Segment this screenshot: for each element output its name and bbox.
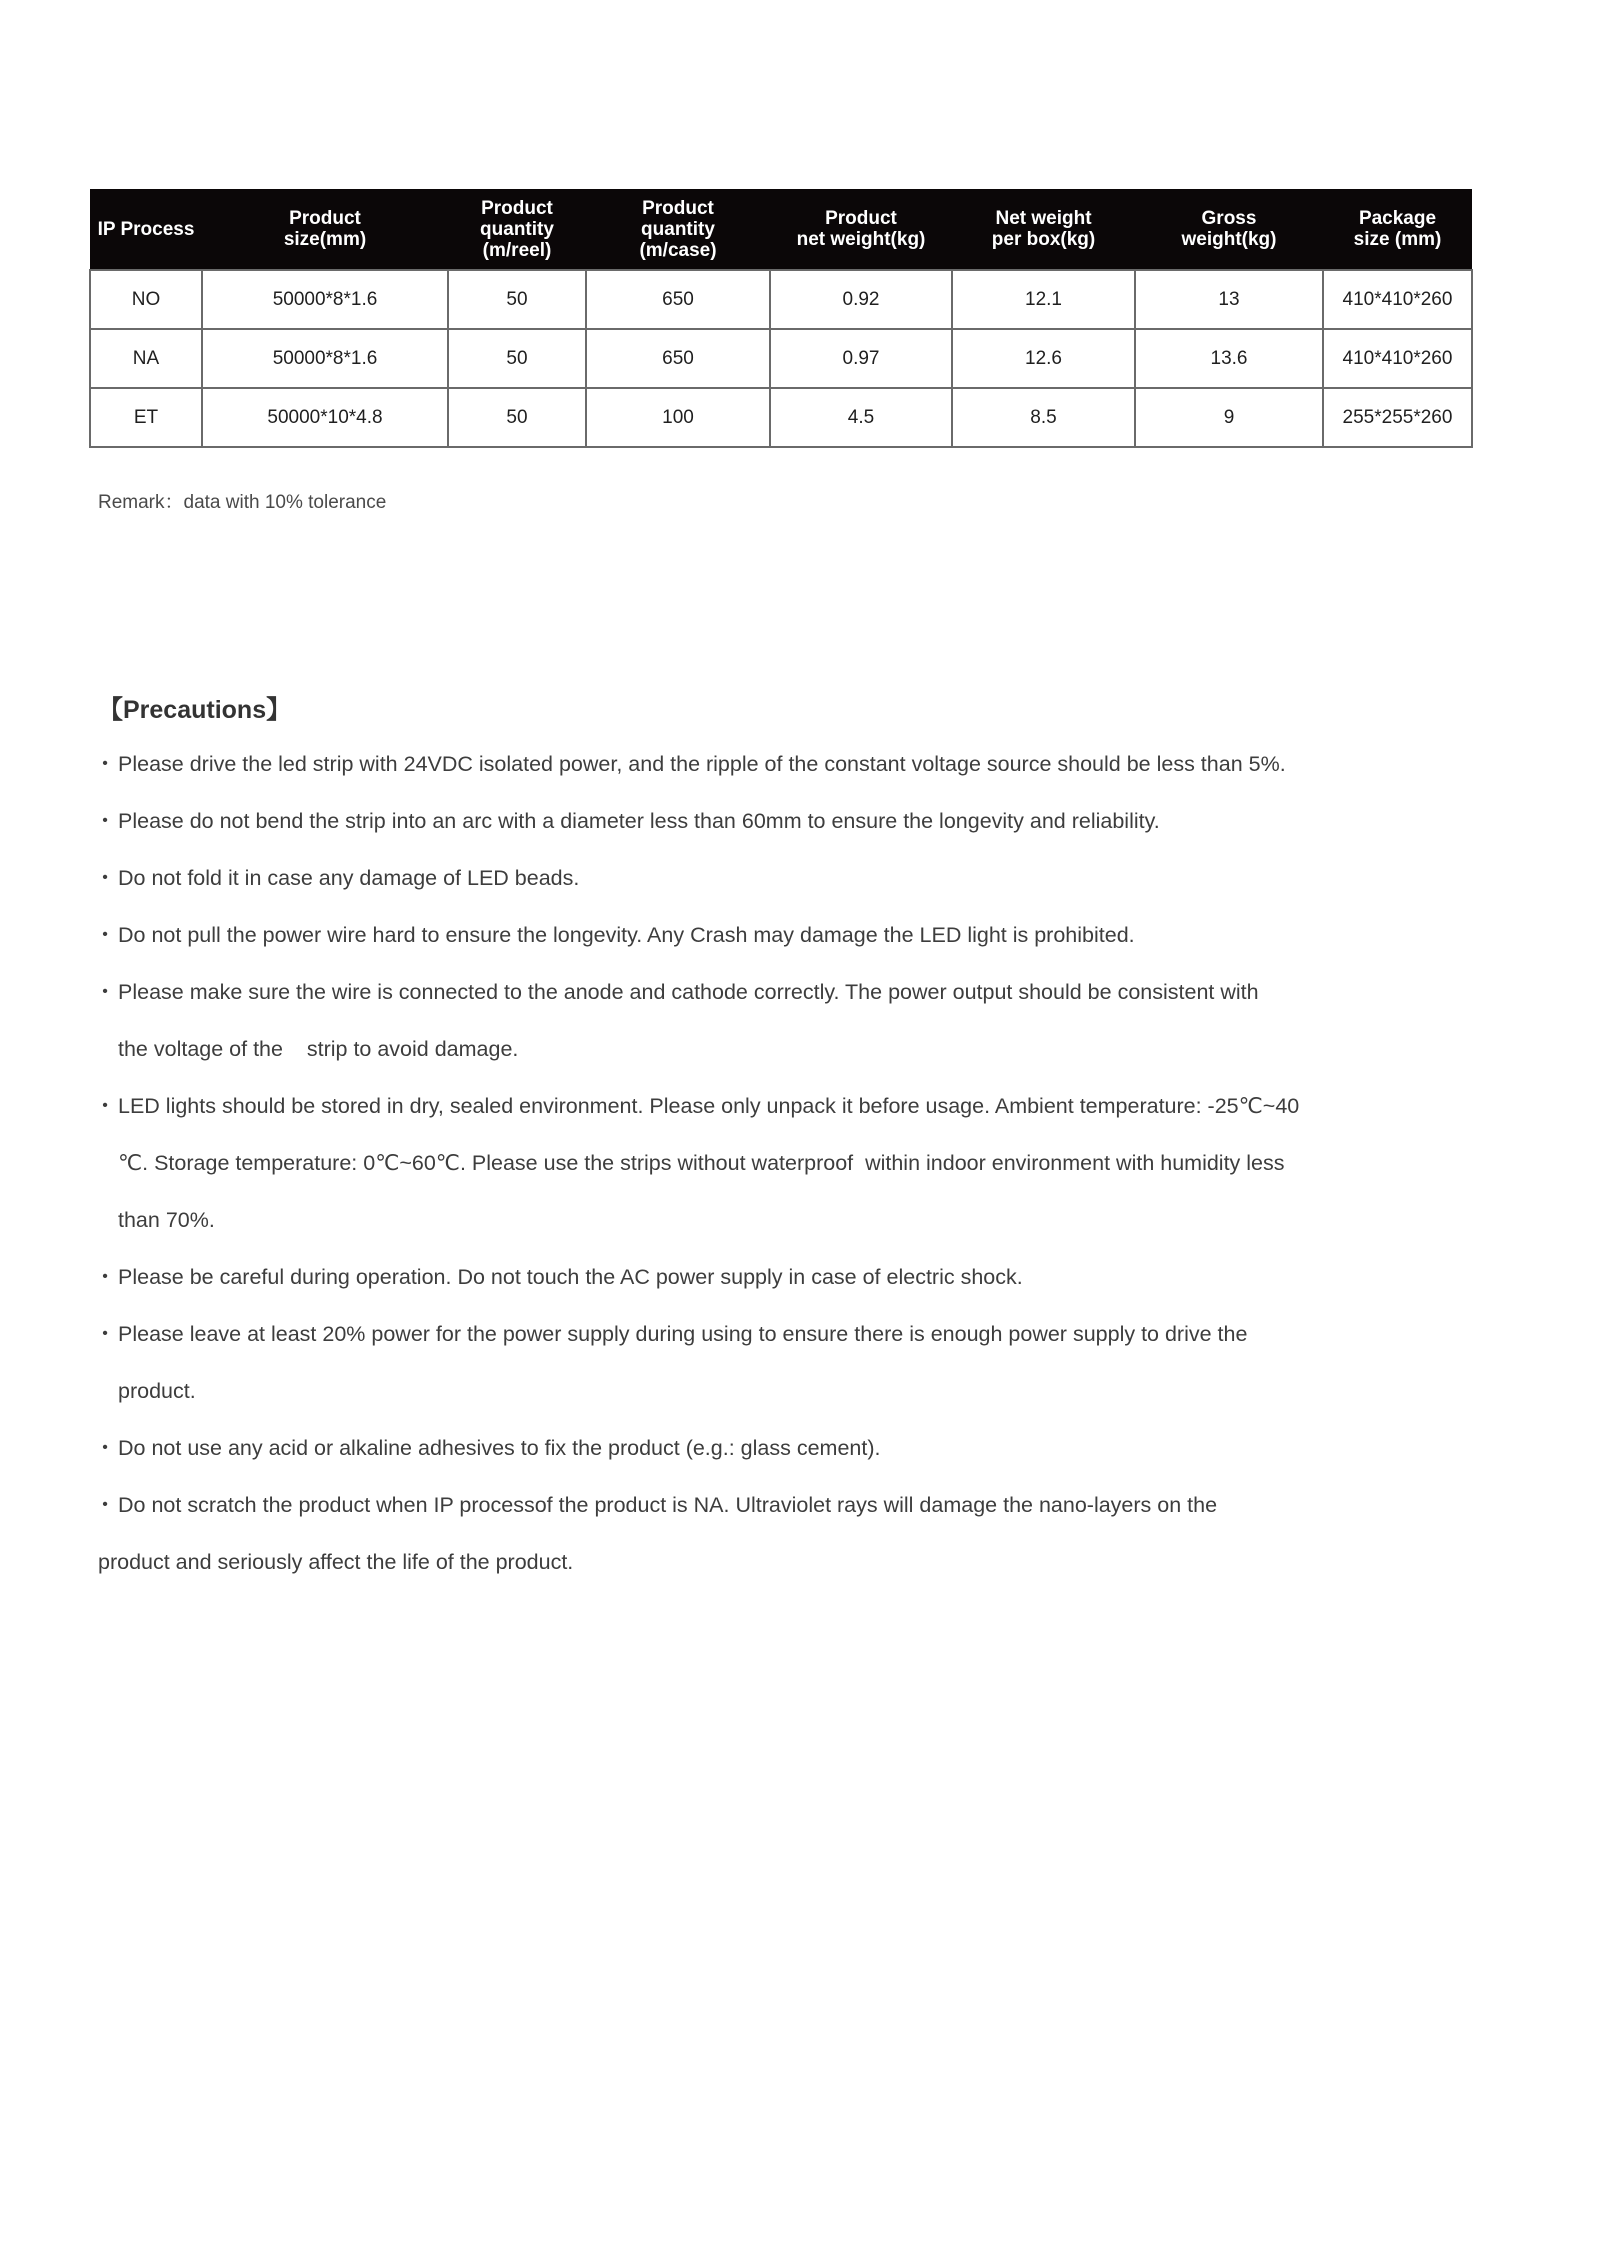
precaution-continuation — [98, 1205, 1498, 1262]
precaution-text: Do not scratch the product when IP processof the product is NA. Ultraviolet rays will damage the nano-layers on the — [118, 1493, 1218, 1517]
table-cell: 50000*8*1.6 — [202, 270, 448, 329]
table-row — [90, 388, 1472, 447]
column-header-text: Package — [1358, 208, 1437, 229]
precaution-item — [98, 1091, 1498, 1148]
bullet-icon: • — [102, 1268, 108, 1285]
table-cell: 13.6 — [1135, 329, 1323, 388]
table-header-row — [90, 189, 1472, 270]
column-header — [952, 189, 1135, 270]
precaution-continuation — [98, 1547, 1498, 1604]
precaution-text: than 70%. — [118, 1208, 215, 1232]
table-cell: 8.5 — [952, 388, 1135, 447]
column-header — [1135, 189, 1323, 270]
column-header-text: net weight(kg) — [796, 229, 926, 250]
precautions-title: 【Precautions】 — [98, 696, 292, 724]
precaution-item — [98, 920, 1498, 977]
precaution-text: Please be careful during operation. Do not touch the AC power supply in case of electric shock. — [118, 1265, 1023, 1289]
precaution-item — [98, 977, 1498, 1034]
precaution-text: LED lights should be stored in dry, sealed environment. Please only unpack it before usage. Ambient temperature: -25℃~40 — [118, 1094, 1300, 1118]
bullet-icon: • — [102, 926, 108, 943]
column-header — [90, 189, 202, 270]
column-header — [1323, 189, 1472, 270]
precaution-item — [98, 1262, 1498, 1319]
column-header-text: Product — [289, 208, 361, 229]
precautions-list — [98, 749, 1498, 1604]
column-header-text: (m/case) — [639, 239, 717, 261]
table-cell: NO — [90, 270, 202, 329]
table-cell: ET — [90, 388, 202, 447]
table-cell: 100 — [586, 388, 770, 447]
bullet-icon: • — [102, 812, 108, 829]
bullet-icon: • — [102, 869, 108, 886]
column-header-text: Net weight — [995, 208, 1092, 229]
table-cell: 650 — [586, 270, 770, 329]
precaution-text: Please drive the led strip with 24VDC isolated power, and the ripple of the constant voltage source should be less than 5%. — [118, 752, 1286, 776]
column-header-text: size(mm) — [283, 229, 367, 250]
table-cell: 50 — [448, 388, 586, 447]
bullet-icon: • — [102, 1097, 108, 1114]
column-header-text: Product — [481, 197, 553, 219]
precaution-item — [98, 1319, 1498, 1376]
table-cell: 50 — [448, 270, 586, 329]
table-cell: 650 — [586, 329, 770, 388]
table-cell: 12.1 — [952, 270, 1135, 329]
table-cell: 12.6 — [952, 329, 1135, 388]
remark-note: Remark：data with 10% tolerance — [98, 492, 387, 513]
bullet-icon: • — [102, 1325, 108, 1342]
precaution-text: Do not fold it in case any damage of LED beads. — [118, 866, 580, 890]
precaution-item — [98, 806, 1498, 863]
table-cell: 410*410*260 — [1323, 329, 1472, 388]
precaution-continuation — [98, 1376, 1498, 1433]
precaution-text: Do not use any acid or alkaline adhesives to fix the product (e.g.: glass cement). — [118, 1436, 881, 1460]
column-header-text: Product — [825, 208, 897, 229]
table-row — [90, 270, 1472, 329]
column-header — [202, 189, 448, 270]
table-cell: 255*255*260 — [1323, 388, 1472, 447]
table-cell: 0.97 — [770, 329, 952, 388]
column-header — [586, 189, 770, 270]
precaution-item — [98, 863, 1498, 920]
table-cell: 0.92 — [770, 270, 952, 329]
precaution-continuation — [98, 1034, 1498, 1091]
column-header-text: Gross — [1201, 208, 1257, 229]
table-body — [90, 270, 1472, 447]
precaution-text: Please make sure the wire is connected to the anode and cathode correctly. The power output should be consistent with — [118, 980, 1259, 1004]
spec-table — [89, 189, 1473, 448]
table-cell: 50000*8*1.6 — [202, 329, 448, 388]
precaution-item — [98, 1490, 1498, 1547]
column-header-text: size (mm) — [1353, 229, 1442, 250]
column-header — [770, 189, 952, 270]
precaution-text: product. — [118, 1379, 196, 1403]
table-cell: 4.5 — [770, 388, 952, 447]
bullet-icon: • — [102, 1496, 108, 1513]
bullet-icon: • — [102, 983, 108, 1000]
table-cell: 50 — [448, 329, 586, 388]
table-cell: 50000*10*4.8 — [202, 388, 448, 447]
table-cell: NA — [90, 329, 202, 388]
table-cell: 13 — [1135, 270, 1323, 329]
precaution-item — [98, 1433, 1498, 1490]
column-header-text: quantity — [480, 218, 554, 240]
precaution-text: product and seriously affect the life of the product. — [98, 1550, 574, 1574]
table-cell: 9 — [1135, 388, 1323, 447]
precaution-text: Please leave at least 20% power for the power supply during using to ensure there is enough power supply to drive the — [118, 1322, 1248, 1346]
precaution-text: Do not pull the power wire hard to ensure the longevity. Any Crash may damage the LED light is prohibited. — [118, 923, 1135, 947]
column-header-text: (m/reel) — [482, 239, 552, 261]
table-row — [90, 329, 1472, 388]
column-header-text: weight(kg) — [1181, 229, 1277, 250]
bullet-icon: • — [102, 755, 108, 772]
precaution-text: Please do not bend the strip into an arc with a diameter less than 60mm to ensure the longevity and reliability. — [118, 809, 1160, 833]
column-header-text: quantity — [641, 218, 715, 240]
precaution-item — [98, 749, 1498, 806]
column-header-text: Product — [642, 197, 714, 219]
bullet-icon: • — [102, 1439, 108, 1456]
precaution-text: the voltage of the strip to avoid damage. — [118, 1037, 519, 1061]
column-header — [448, 189, 586, 270]
precaution-text: ℃. Storage temperature: 0℃~60℃. Please use the strips without waterproof within indoor environment with humidity less — [118, 1151, 1285, 1175]
precaution-continuation — [98, 1148, 1498, 1205]
column-header-text: IP Process — [97, 218, 195, 240]
column-header-text: per box(kg) — [991, 229, 1096, 250]
table-cell: 410*410*260 — [1323, 270, 1472, 329]
